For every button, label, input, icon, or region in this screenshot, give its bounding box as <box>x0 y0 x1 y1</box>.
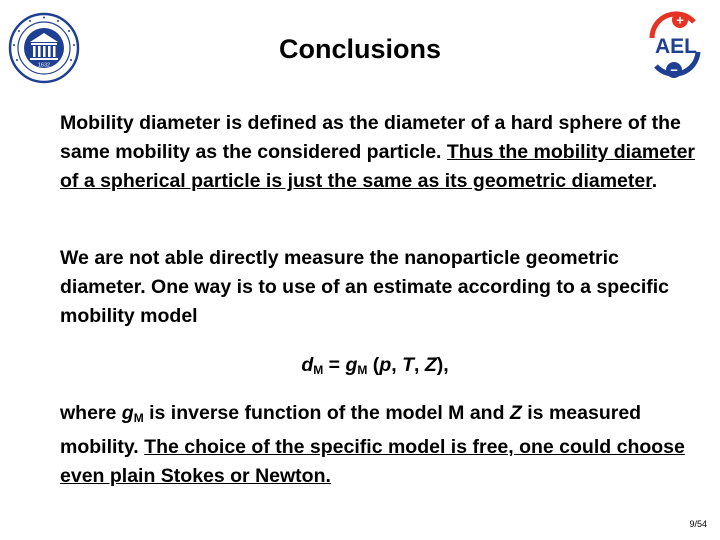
formula-eq: = <box>323 354 346 376</box>
ael-plus: + <box>676 12 684 28</box>
p3-c: is measured mobility. <box>60 402 642 458</box>
slide-title: Conclusions <box>278 34 441 64</box>
formula-d: d <box>301 354 314 376</box>
formula-sep2: , <box>414 354 425 376</box>
paragraph-inverse-function <box>60 399 700 491</box>
formula-sep1: , <box>391 354 403 376</box>
ael-text: AEL <box>655 35 697 58</box>
formula-p: p <box>379 354 392 376</box>
p3-Z: Z <box>509 402 522 424</box>
p3-a: where <box>60 402 122 424</box>
page-number: 9/54 <box>689 519 707 529</box>
formula-g: g <box>345 354 358 376</box>
ael-minus: − <box>670 62 678 78</box>
formula-Z: Z <box>424 354 437 376</box>
paragraph-mobility-diameter <box>60 109 700 196</box>
formula-T: T <box>402 354 414 376</box>
formula-d-sub: M <box>313 363 324 377</box>
formula-open: ( <box>367 354 380 376</box>
formula <box>0 354 720 377</box>
p1-text: Mobility diameter is defined as the diameter of a hard sphere of the same mobility as the considered particle. <box>60 112 681 163</box>
p3-g: g <box>121 402 134 424</box>
p1-underlined: Thus the mobility diameter of a spherical particle is just the same as its geometric diameter <box>60 141 696 192</box>
formula-close: ), <box>436 354 449 376</box>
paragraph-measurement: We are not able directly measure the nanoparticle geometric diameter. One way is to use of an estimate according to a specific mobility model <box>60 247 670 327</box>
p3-b: is inverse function of the model M and <box>143 402 510 424</box>
seal-year: 1632 <box>37 62 51 69</box>
p3-g-sub: M <box>133 411 144 425</box>
formula-g-sub: M <box>357 363 368 377</box>
p3-underlined: The choice of the specific model is free, one could choose even plain Stokes or Newton. <box>60 436 685 487</box>
p1-end: . <box>651 170 658 192</box>
